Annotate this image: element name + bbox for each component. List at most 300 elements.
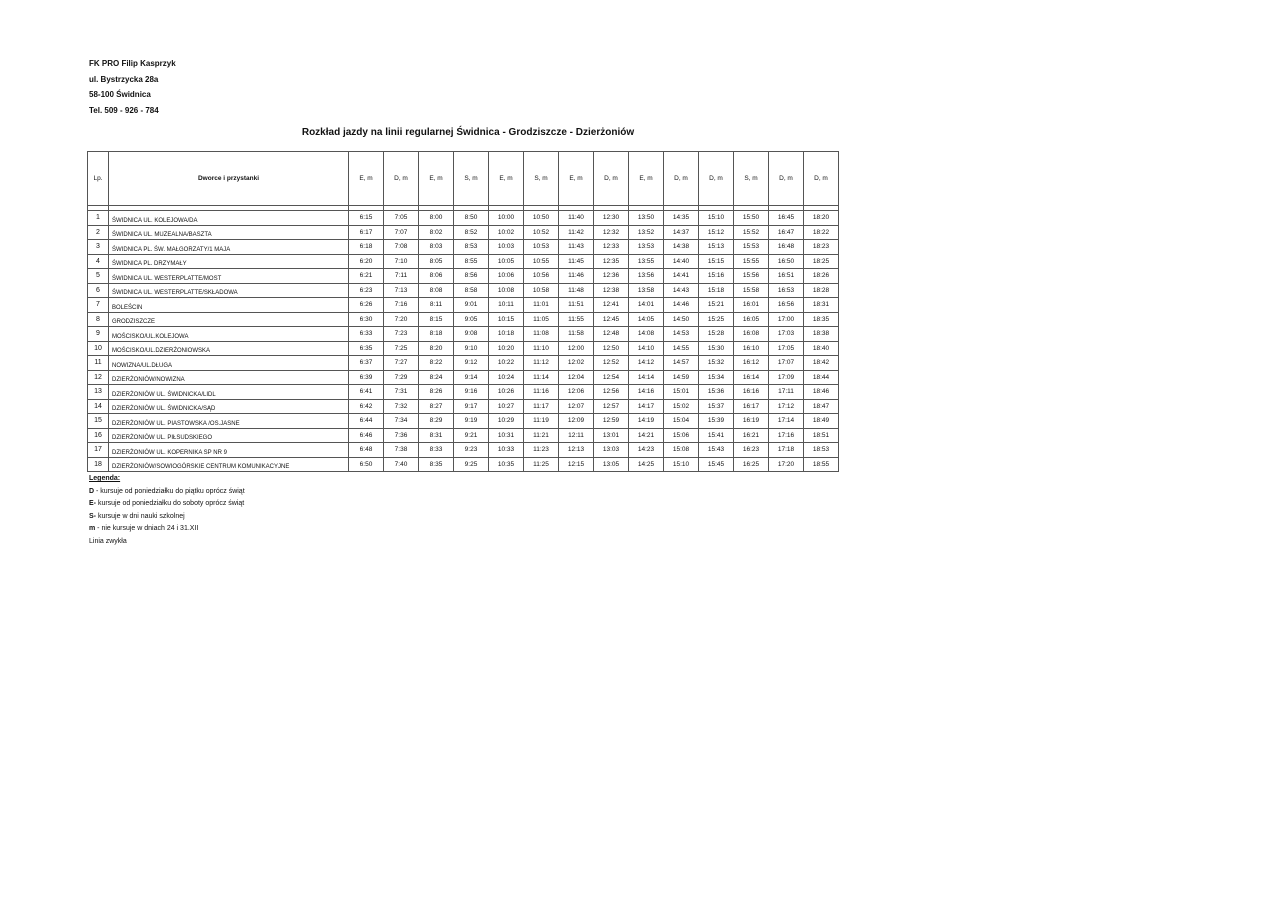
table-row [88, 298, 839, 313]
departure-time: 9:01 [454, 298, 489, 313]
departure-time: 17:11 [769, 385, 804, 400]
departure-time: 15:25 [699, 312, 734, 327]
departure-time: 7:40 [384, 457, 419, 472]
departure-time: 12:00 [559, 341, 594, 356]
departure-time: 17:18 [769, 443, 804, 458]
departure-time: 12:52 [594, 356, 629, 371]
departure-time: 7:31 [384, 385, 419, 400]
column-header: S, m [734, 152, 769, 206]
stop-name: ŚWIDNICA UL. MUZEALNA/BASZTA [109, 225, 349, 240]
departure-time: 6:15 [349, 211, 384, 226]
departure-time: 9:25 [454, 457, 489, 472]
departure-time: 8:31 [419, 428, 454, 443]
departure-time: 8:06 [419, 269, 454, 284]
departure-time: 11:16 [524, 385, 559, 400]
departure-time: 8:08 [419, 283, 454, 298]
departure-time: 13:53 [629, 240, 664, 255]
row-number: 18 [88, 457, 109, 472]
legend-key: S- [89, 512, 96, 520]
departure-time: 10:33 [489, 443, 524, 458]
departure-time: 8:26 [419, 385, 454, 400]
departure-time: 15:37 [699, 399, 734, 414]
departure-time: 6:17 [349, 225, 384, 240]
legend-text: kursuje w dni nauki szkolnej [96, 512, 185, 520]
departure-time: 6:39 [349, 370, 384, 385]
departure-time: 18:28 [804, 283, 839, 298]
departure-time: 10:24 [489, 370, 524, 385]
departure-time: 16:14 [734, 370, 769, 385]
departure-time: 7:25 [384, 341, 419, 356]
departure-time: 6:42 [349, 399, 384, 414]
departure-time: 8:11 [419, 298, 454, 313]
departure-time: 9:23 [454, 443, 489, 458]
stop-name: DZIERŻONIÓW/SOWIOGÓRSKIE CENTRUM KOMUNIKACYJNE [109, 457, 349, 472]
row-number: 1 [88, 211, 109, 226]
legend-key: D [89, 487, 95, 495]
departure-time: 10:18 [489, 327, 524, 342]
departure-time: 10:52 [524, 225, 559, 240]
departure-time: 14:16 [629, 385, 664, 400]
departure-time: 18:31 [804, 298, 839, 313]
row-number: 5 [88, 269, 109, 284]
departure-time: 9:19 [454, 414, 489, 429]
departure-time: 10:20 [489, 341, 524, 356]
departure-time: 15:45 [699, 457, 734, 472]
departure-time: 11:14 [524, 370, 559, 385]
legend [89, 473, 245, 549]
column-header: D, m [804, 152, 839, 206]
timetable [87, 151, 839, 472]
departure-time: 12:56 [594, 385, 629, 400]
departure-time: 12:30 [594, 211, 629, 226]
departure-time: 15:16 [699, 269, 734, 284]
departure-time: 15:08 [664, 443, 699, 458]
departure-time: 18:46 [804, 385, 839, 400]
departure-time: 12:54 [594, 370, 629, 385]
departure-time: 13:52 [629, 225, 664, 240]
column-header: D, m [699, 152, 734, 206]
legend-footer: Linia zwykła [89, 537, 127, 545]
departure-time: 11:21 [524, 428, 559, 443]
row-number: 15 [88, 414, 109, 429]
departure-time: 9:08 [454, 327, 489, 342]
departure-time: 6:46 [349, 428, 384, 443]
stop-name: MOŚCISKO/UL.KOLEJOWA [109, 327, 349, 342]
legend-item [89, 511, 245, 524]
departure-time: 17:14 [769, 414, 804, 429]
departure-time: 11:10 [524, 341, 559, 356]
legend-title: Legenda: [89, 475, 121, 482]
departure-time: 14:37 [664, 225, 699, 240]
timetable-header-row [88, 152, 839, 206]
table-row [88, 370, 839, 385]
lp-header: Lp. [88, 152, 109, 206]
departure-time: 16:48 [769, 240, 804, 255]
departure-time: 18:20 [804, 211, 839, 226]
departure-time: 11:01 [524, 298, 559, 313]
table-row [88, 269, 839, 284]
column-header: E, m [559, 152, 594, 206]
departure-time: 14:38 [664, 240, 699, 255]
departure-time: 16:08 [734, 327, 769, 342]
table-row [88, 385, 839, 400]
departure-time: 14:41 [664, 269, 699, 284]
departure-time: 15:58 [734, 283, 769, 298]
table-row [88, 211, 839, 226]
departure-time: 10:50 [524, 211, 559, 226]
departure-time: 12:57 [594, 399, 629, 414]
legend-item [89, 523, 245, 536]
departure-time: 18:25 [804, 254, 839, 269]
departure-time: 10:26 [489, 385, 524, 400]
stop-name: DZIERŻONIÓW UL. PIŁSUDSKIEGO [109, 428, 349, 443]
column-header: D, m [769, 152, 804, 206]
departure-time: 12:13 [559, 443, 594, 458]
departure-time: 18:49 [804, 414, 839, 429]
departure-time: 18:38 [804, 327, 839, 342]
departure-time: 8:00 [419, 211, 454, 226]
departure-time: 8:56 [454, 269, 489, 284]
departure-time: 16:17 [734, 399, 769, 414]
departure-time: 8:27 [419, 399, 454, 414]
departure-time: 11:45 [559, 254, 594, 269]
stop-name: ŚWIDNICA UL. WESTERPLATTE/MOST [109, 269, 349, 284]
departure-time: 15:32 [699, 356, 734, 371]
stop-name: NOWIZNA/UL.DŁUGA [109, 356, 349, 371]
departure-time: 18:40 [804, 341, 839, 356]
row-number: 4 [88, 254, 109, 269]
departure-time: 10:56 [524, 269, 559, 284]
departure-time: 12:35 [594, 254, 629, 269]
departure-time: 11:40 [559, 211, 594, 226]
stop-name: MOŚCISKO/UL.DZIERŻONIOWSKA [109, 341, 349, 356]
departure-time: 8:05 [419, 254, 454, 269]
stop-name: ŚWIDNICA UL. WESTERPLATTE/SKŁADOWA [109, 283, 349, 298]
departure-time: 16:21 [734, 428, 769, 443]
departure-time: 8:58 [454, 283, 489, 298]
row-number: 8 [88, 312, 109, 327]
departure-time: 6:44 [349, 414, 384, 429]
departure-time: 6:35 [349, 341, 384, 356]
departure-time: 7:11 [384, 269, 419, 284]
departure-time: 11:05 [524, 312, 559, 327]
company-header [89, 56, 176, 118]
departure-time: 10:35 [489, 457, 524, 472]
departure-time: 15:10 [699, 211, 734, 226]
legend-text: kursuje od poniedziałku do soboty oprócz świąt [96, 500, 245, 508]
departure-time: 15:55 [734, 254, 769, 269]
departure-time: 13:56 [629, 269, 664, 284]
departure-time: 14:01 [629, 298, 664, 313]
column-header: S, m [524, 152, 559, 206]
departure-time: 7:27 [384, 356, 419, 371]
departure-time: 15:50 [734, 211, 769, 226]
departure-time: 14:23 [629, 443, 664, 458]
departure-time: 9:21 [454, 428, 489, 443]
row-number: 17 [88, 443, 109, 458]
departure-time: 13:50 [629, 211, 664, 226]
departure-time: 10:29 [489, 414, 524, 429]
table-row [88, 254, 839, 269]
departure-time: 17:12 [769, 399, 804, 414]
table-row [88, 240, 839, 255]
legend-text: - kursuje od poniedziałku do piątku oprócz świąt [94, 487, 245, 495]
stop-name: GRODZISZCZE [109, 312, 349, 327]
departure-time: 15:02 [664, 399, 699, 414]
departure-time: 10:06 [489, 269, 524, 284]
departure-time: 8:02 [419, 225, 454, 240]
row-number: 14 [88, 399, 109, 414]
departure-time: 12:02 [559, 356, 594, 371]
departure-time: 17:03 [769, 327, 804, 342]
row-number: 16 [88, 428, 109, 443]
row-number: 7 [88, 298, 109, 313]
row-number: 12 [88, 370, 109, 385]
departure-time: 16:19 [734, 414, 769, 429]
departure-time: 12:59 [594, 414, 629, 429]
departure-time: 7:08 [384, 240, 419, 255]
departure-time: 12:15 [559, 457, 594, 472]
departure-time: 17:16 [769, 428, 804, 443]
departure-time: 11:25 [524, 457, 559, 472]
departure-time: 7:38 [384, 443, 419, 458]
departure-time: 15:43 [699, 443, 734, 458]
legend-item [89, 498, 245, 511]
column-header: E, m [349, 152, 384, 206]
departure-time: 7:20 [384, 312, 419, 327]
departure-time: 10:31 [489, 428, 524, 443]
column-header: D, m [664, 152, 699, 206]
departure-time: 10:22 [489, 356, 524, 371]
departure-time: 6:20 [349, 254, 384, 269]
column-header: D, m [594, 152, 629, 206]
departure-time: 15:36 [699, 385, 734, 400]
departure-time: 15:56 [734, 269, 769, 284]
departure-time: 6:50 [349, 457, 384, 472]
departure-time: 14:25 [629, 457, 664, 472]
departure-time: 17:05 [769, 341, 804, 356]
departure-time: 10:03 [489, 240, 524, 255]
table-row [88, 399, 839, 414]
departure-time: 11:12 [524, 356, 559, 371]
departure-time: 18:22 [804, 225, 839, 240]
departure-time: 6:37 [349, 356, 384, 371]
departure-time: 14:21 [629, 428, 664, 443]
departure-time: 11:51 [559, 298, 594, 313]
departure-time: 18:23 [804, 240, 839, 255]
departure-time: 7:05 [384, 211, 419, 226]
departure-time: 11:19 [524, 414, 559, 429]
legend-item [89, 486, 245, 499]
departure-time: 10:00 [489, 211, 524, 226]
departure-time: 13:03 [594, 443, 629, 458]
departure-time: 8:29 [419, 414, 454, 429]
departure-time: 18:26 [804, 269, 839, 284]
departure-time: 16:10 [734, 341, 769, 356]
company-street: ul. Bystrzycka 28a [89, 74, 159, 84]
departure-time: 8:52 [454, 225, 489, 240]
departure-time: 12:41 [594, 298, 629, 313]
departure-time: 6:26 [349, 298, 384, 313]
departure-time: 8:22 [419, 356, 454, 371]
departure-time: 11:08 [524, 327, 559, 342]
departure-time: 16:45 [769, 211, 804, 226]
departure-time: 6:30 [349, 312, 384, 327]
departure-time: 16:50 [769, 254, 804, 269]
departure-time: 16:53 [769, 283, 804, 298]
departure-time: 9:12 [454, 356, 489, 371]
table-row [88, 225, 839, 240]
departure-time: 18:51 [804, 428, 839, 443]
departure-time: 10:11 [489, 298, 524, 313]
departure-time: 6:48 [349, 443, 384, 458]
row-number: 9 [88, 327, 109, 342]
departure-time: 18:42 [804, 356, 839, 371]
departure-time: 14:10 [629, 341, 664, 356]
departure-time: 10:02 [489, 225, 524, 240]
departure-time: 15:52 [734, 225, 769, 240]
legend-key: m [89, 525, 96, 533]
departure-time: 8:33 [419, 443, 454, 458]
row-number: 10 [88, 341, 109, 356]
departure-time: 14:12 [629, 356, 664, 371]
stop-name: DZIERŻONIÓW UL. KOPERNIKA SP NR 9 [109, 443, 349, 458]
departure-time: 14:53 [664, 327, 699, 342]
departure-time: 10:53 [524, 240, 559, 255]
stops-header: Dworce i przystanki [109, 152, 349, 206]
departure-time: 12:36 [594, 269, 629, 284]
departure-time: 8:50 [454, 211, 489, 226]
row-number: 11 [88, 356, 109, 371]
departure-time: 15:30 [699, 341, 734, 356]
departure-time: 16:25 [734, 457, 769, 472]
departure-time: 14:43 [664, 283, 699, 298]
departure-time: 7:29 [384, 370, 419, 385]
departure-time: 7:13 [384, 283, 419, 298]
departure-time: 16:12 [734, 356, 769, 371]
departure-time: 11:48 [559, 283, 594, 298]
departure-time: 12:04 [559, 370, 594, 385]
departure-time: 13:01 [594, 428, 629, 443]
departure-time: 9:05 [454, 312, 489, 327]
column-header: S, m [454, 152, 489, 206]
departure-time: 15:34 [699, 370, 734, 385]
departure-time: 15:39 [699, 414, 734, 429]
company-phone: Tel. 509 - 926 - 784 [89, 105, 159, 115]
company-city: 58-100 Świdnica [89, 90, 151, 99]
departure-time: 11:43 [559, 240, 594, 255]
departure-time: 18:53 [804, 443, 839, 458]
departure-time: 6:18 [349, 240, 384, 255]
departure-time: 18:55 [804, 457, 839, 472]
departure-time: 9:17 [454, 399, 489, 414]
departure-time: 10:58 [524, 283, 559, 298]
departure-time: 14:55 [664, 341, 699, 356]
departure-time: 7:07 [384, 225, 419, 240]
departure-time: 15:10 [664, 457, 699, 472]
departure-time: 6:21 [349, 269, 384, 284]
table-row [88, 312, 839, 327]
row-number: 13 [88, 385, 109, 400]
departure-time: 15:15 [699, 254, 734, 269]
departure-time: 8:20 [419, 341, 454, 356]
departure-time: 11:17 [524, 399, 559, 414]
departure-time: 8:53 [454, 240, 489, 255]
departure-time: 13:05 [594, 457, 629, 472]
departure-time: 14:50 [664, 312, 699, 327]
departure-time: 9:10 [454, 341, 489, 356]
departure-time: 12:38 [594, 283, 629, 298]
departure-time: 8:03 [419, 240, 454, 255]
row-number: 3 [88, 240, 109, 255]
departure-time: 14:57 [664, 356, 699, 371]
departure-time: 14:14 [629, 370, 664, 385]
departure-time: 16:16 [734, 385, 769, 400]
departure-time: 14:19 [629, 414, 664, 429]
departure-time: 15:53 [734, 240, 769, 255]
departure-time: 9:14 [454, 370, 489, 385]
departure-time: 15:41 [699, 428, 734, 443]
departure-time: 15:21 [699, 298, 734, 313]
departure-time: 17:09 [769, 370, 804, 385]
company-name: FK PRO Filip Kasprzyk [89, 59, 176, 68]
row-number: 6 [88, 283, 109, 298]
departure-time: 14:59 [664, 370, 699, 385]
departure-time: 10:05 [489, 254, 524, 269]
stop-name: ŚWIDNICA PL. ŚW. MAŁGORZATY/1 MAJA [109, 240, 349, 255]
departure-time: 14:46 [664, 298, 699, 313]
column-header: E, m [629, 152, 664, 206]
stop-name: ŚWIDNICA PL. DRZYMAŁY [109, 254, 349, 269]
legend-key: E- [89, 500, 96, 508]
table-row [88, 341, 839, 356]
departure-time: 16:23 [734, 443, 769, 458]
departure-time: 7:23 [384, 327, 419, 342]
departure-time: 15:18 [699, 283, 734, 298]
table-row [88, 283, 839, 298]
departure-time: 8:24 [419, 370, 454, 385]
departure-time: 16:47 [769, 225, 804, 240]
departure-time: 8:15 [419, 312, 454, 327]
departure-time: 11:55 [559, 312, 594, 327]
departure-time: 6:23 [349, 283, 384, 298]
departure-time: 12:48 [594, 327, 629, 342]
departure-time: 14:08 [629, 327, 664, 342]
departure-time: 17:07 [769, 356, 804, 371]
stop-name: DZIERŻONIÓW/NOWIZNA [109, 370, 349, 385]
departure-time: 10:08 [489, 283, 524, 298]
departure-time: 16:01 [734, 298, 769, 313]
departure-time: 18:44 [804, 370, 839, 385]
departure-time: 15:28 [699, 327, 734, 342]
table-row [88, 428, 839, 443]
stop-name: DZIERŻONIÓW UL. ŚWIDNICKA/SĄD [109, 399, 349, 414]
departure-time: 14:17 [629, 399, 664, 414]
table-row [88, 356, 839, 371]
departure-time: 16:51 [769, 269, 804, 284]
table-row [88, 443, 839, 458]
departure-time: 12:09 [559, 414, 594, 429]
departure-time: 10:15 [489, 312, 524, 327]
departure-time: 16:56 [769, 298, 804, 313]
stop-name: DZIERŻONIÓW UL. ŚWIDNICKA/LIDL [109, 385, 349, 400]
legend-text: - nie kursuje w dniach 24 i 31.XII [95, 525, 199, 533]
page-title: Rozkład jazdy na linii regularnej Świdnica - Grodziszcze - Dzierżoniów [301, 127, 635, 138]
departure-time: 18:35 [804, 312, 839, 327]
departure-time: 6:33 [349, 327, 384, 342]
departure-time: 7:16 [384, 298, 419, 313]
departure-time: 15:04 [664, 414, 699, 429]
